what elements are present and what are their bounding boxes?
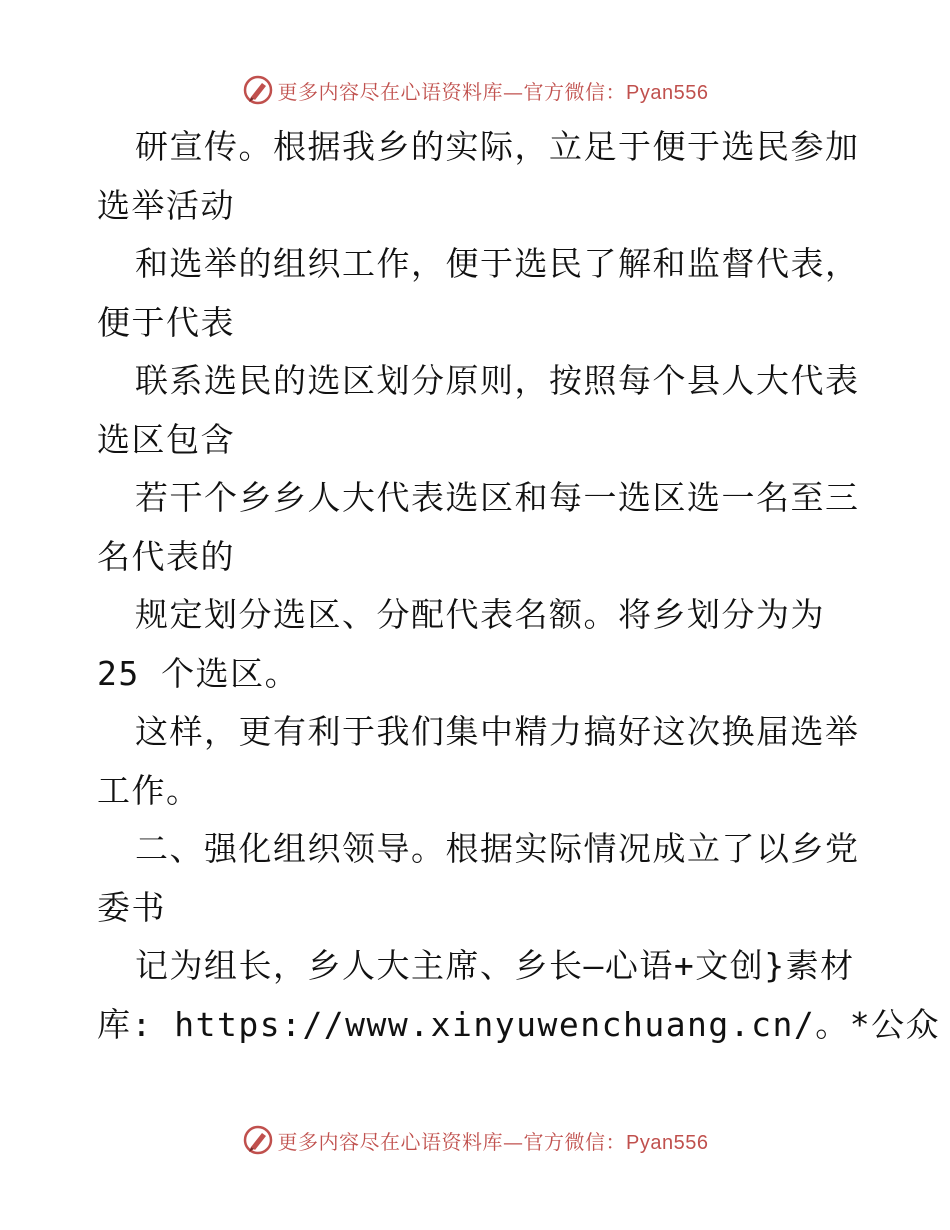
body-line: 研宣传。根据我乡的实际，立足于便于选民参加: [135, 127, 860, 166]
body-line: 25 个选区。: [97, 653, 300, 693]
body-line: 记为组长，乡人大主席、乡长—心语+文创}素材: [135, 946, 855, 985]
body-line: 便于代表: [97, 302, 235, 342]
body-line: 联系选民的选区划分原则，按照每个县人大代表: [135, 361, 860, 400]
body-line: 这样，更有利于我们集中精力搞好这次换届选举: [135, 712, 860, 751]
pen-nib-circle-icon: [242, 1124, 274, 1156]
footer-wechat-id: Pyan556: [626, 1131, 709, 1154]
body-line: 规定划分选区、分配代表名额。将乡划分为为: [135, 595, 825, 634]
header-banner-text: 更多内容尽在心语资料库—官方微信：Pyan556: [277, 79, 709, 104]
body-line: 名代表的: [97, 536, 235, 576]
footer-banner: [0, 1120, 950, 1160]
pen-nib-circle-icon: [242, 74, 274, 106]
body-line: 选区包含: [97, 419, 235, 459]
body-line: 库: https://www.xinyuwenchuang.cn/。*公众: [97, 1004, 941, 1044]
header-wechat-id: Pyan556: [626, 81, 709, 104]
body-line: 选举活动: [97, 185, 235, 225]
body-line: 若干个乡乡人大代表选区和每一选区选一名至三: [135, 478, 860, 517]
body-line: 工作。: [97, 770, 201, 810]
body-line: 和选举的组织工作，便于选民了解和监督代表，: [135, 244, 860, 283]
header-banner: [0, 70, 950, 110]
body-line: 二、强化组织领导。根据实际情况成立了以乡党: [135, 829, 860, 868]
footer-banner-text: 更多内容尽在心语资料库—官方微信：Pyan556: [277, 1129, 709, 1154]
body-line: 委书: [97, 887, 166, 927]
document-body: [97, 118, 941, 1054]
